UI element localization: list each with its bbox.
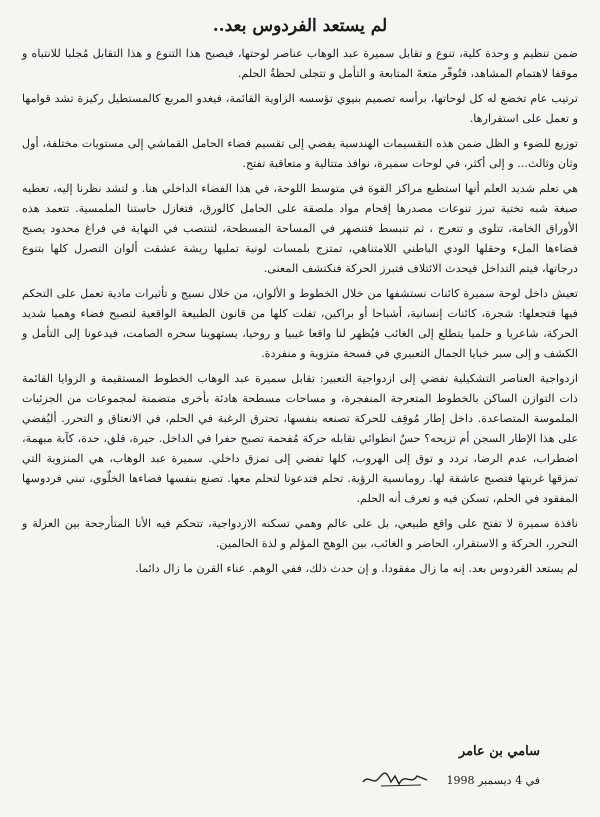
signature-row (361, 768, 540, 793)
paragraph-7: نافذة سميرة لا تفتح على واقع طبيعي، بل على عالم وهمي تسكنه الازدواجية، تتحكم فيه الأنا المتأرجحة بين العزلة و التحرر، الحركة و الاستقرار، الحاضر و الغائب، بين الوهج المؤلم و لذة الحالمين. (22, 517, 578, 550)
paragraph-3: توزيع للضوء و الظل ضمن هذه التقسيمات الهندسية يفضي إلى تقسيم فضاء الحامل القماشي إلى مستويات مختلفة، أول وثان وثالث... و إلى أكثر، في لوحات سميرة، نوافذ متتالية و متعاقبة تفتح. (22, 137, 578, 170)
paragraph-6: ازدواجية العناصر التشكيلية تفضي إلى ازدواجية التعبير: تقابل سميرة عبد الوهاب الخطوط المستقيمة و الزوايا القائمة ذات التوازن الساكن بالخطوط المتعرجة المنفجرة، و مساحات مسطحة هادئة بأخرى متضمنة لمجموعات من الجزئيات الملموسة المتصاعدة. داخل إطار مُوقِف للحركة تصنعه بنفسها، تحترق الرغبة في الحلم، في الانعتاق و التحرر. أليُفضي على هذا الإطار السجن أم تزيحه؟ حسٌ انطوائي تقابله حركة مُفحمة تصبح حفرا في الداخل. حيرة، قلق، حدة، كآبة مبهمة، اضطراب، عدم الرضا، تردد و توق إلى الهروب، كلها تفضي إلى تمزق داخلي. سميرة عبد الوهاب، هي المنزوية التي تمزقها غربتها فتصبح عاشقة لها. رومانسية الرؤية. تحلم فتدعونا لتحلم معها. تصنع بنفسها فضاءها الخلّوي، تبني فردوسها المفقود في الحلم، تسكن فيه و تعرف أنه الحلم. (22, 372, 578, 505)
handwritten-signature-icon (361, 768, 431, 793)
paragraph-5: تعيش داخل لوحة سميرة كائنات نستشفها من خلال الخطوط و الألوان، من خلال نسيج و تأثيرات مادية تعمل على التحكم فيها فتجعلها: شجرة، كائنات إنسانية، أشباحا أو براكين، تفلت كلها من قانون الطبيعة الواقعية لتصبح فضاء وهميا شديد الحركة، شاعريا و حلميا يتطلع إلى الغائب فيُظهر لنا واقعا غيبيا و روحيا، يستهوينا سحره الصامت، فيدعونا إلى التأمل و الكشف و إلى سبر خبايا الجمال التعبيري في فسحة متزوية و منفردة. (22, 287, 578, 360)
paragraph-8: لم يستعد الفردوس بعد. إنه ما زال مفقودا. و إن حدث ذلك، ففي الوهم. عناء القرن ما زال دائما. (135, 562, 578, 575)
document-date: في 4 ديسمبر 1998 (446, 774, 540, 787)
document-title: لم يستعد الفردوس بعد.. (212, 16, 388, 36)
paragraph-2: ترتيب عام تخضع له كل لوحاتها، برأسه تصميم بنيوي تؤسسه الزاوية القائمة، فيغدو المربع كالمستطيل ركيزة تشد قوامها و تعمل على استقرارها. (22, 92, 578, 125)
paragraph-1: ضمن تنظيم و وحدة كلية، تنوع و تقابل سميرة عبد الوهاب عناصر لوحتها، فيصبح هذا التنوع و هذا التقابل مُجلبا للانتباه و موقفا لاهتمام المشاهد، فتُوفّر متعةَ المتابعة و التأمل و تتجلى لحظةُ الحلم. (22, 47, 578, 80)
paragraph-4: هي تعلم شديد العلم أنها استطبع مراكز القوة في متوسط اللوحة، في هذا الفضاء الداخلي هنا. و لتشد نظرنا إليه، تعطيه صبغة شبه تختية تبرز تنوعات مصدرها إقحام مواد ملصقة على الحامل كالورق، فتغازل حاستنا الملمسية. تتعمد هذه الأوراق الخامة، تتلوى و تتعرج ، ثم تنبسط فتنصهر في المساحة المسطحة، لتنتصب في النهاية في فراغ محدود يصبح فضاءها الملء وحقلها الودي الباطني اللامتناهي، تمتزج بلمسات لونية تمليها ريشة عشقت ألوان التصرل كلها بتنوع درجاتها، فيتم التداخل فيحدث الائتلاف فتبرز الحركة فنكتشف المعنى. (22, 182, 578, 275)
author-block (459, 740, 540, 759)
author-name: سامي بن عامر (458, 744, 540, 759)
